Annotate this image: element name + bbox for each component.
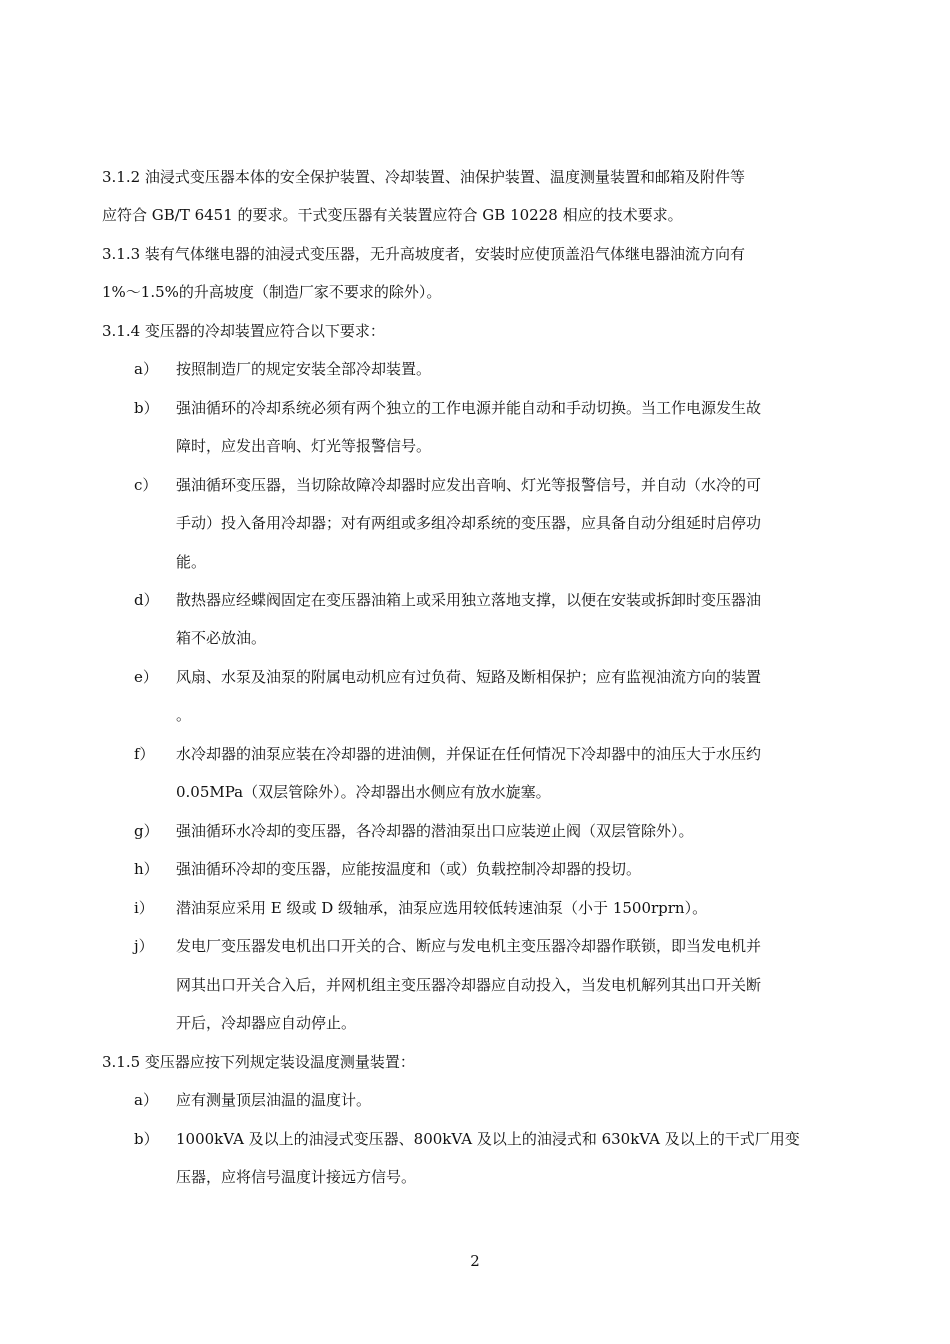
text-line: 按照制造厂的规定安装全部冷却装置。 [176,360,432,378]
text-line: 散热器应经蝶阀固定在变压器油箱上或采用独立落地支撑，以便在安装或拆卸时变压器油 [176,591,762,609]
list-marker: c） [134,476,158,494]
text-line: 强油循环冷却的变压器，应能按温度和（或）负载控制冷却器的投切。 [176,860,642,878]
text-line: 0.05MPa（双层管除外）。冷却器出水侧应有放水旋塞。 [176,783,551,801]
text-line: 3.1.2 油浸式变压器本体的安全保护装置、冷却装置、油保护装置、温度测量装置和邮箱及附件等 [102,168,745,186]
list-marker: h） [134,860,159,878]
text-line: 风扇、水泵及油泵的附属电动机应有过负荷、短路及断相保护；应有监视油流方向的装置 [176,668,762,686]
list-marker: i） [134,899,154,917]
text-line: 强油循环的冷却系统必须有两个独立的工作电源并能自动和手动切换。当工作电源发生故 [176,399,762,417]
list-marker: j） [134,937,154,955]
list-marker: f） [134,745,155,763]
text-line: 障时，应发出音响、灯光等报警信号。 [176,437,432,455]
text-line: 3.1.5 变压器应按下列规定装设温度测量装置： [102,1053,415,1071]
list-marker: d） [134,591,159,609]
text-line: 箱不必放油。 [176,629,267,647]
page-number: 2 [470,1252,480,1270]
list-marker: g） [134,822,159,840]
text-line: 网其出口开关合入后，并网机组主变压器冷却器应自动投入，当发电机解列其出口开关断 [176,976,762,994]
text-line: 应有测量顶层油温的温度计。 [176,1091,372,1109]
text-line: 3.1.3 装有气体继电器的油浸式变压器，无升高坡度者，安装时应使顶盖沿气体继电器油流方向有 [102,245,745,263]
text-line: 能。 [176,553,207,571]
list-marker: a） [134,360,158,378]
text-line: 手动）投入备用冷却器；对有两组或多组冷却系统的变压器，应具备自动分组延时启停功 [176,514,762,532]
text-line: 潜油泵应采用 E 级或 D 级轴承，油泵应选用较低转速油泵（小于 1500rprn）。 [176,899,708,917]
text-line: 1000kVA 及以上的油浸式变压器、800kVA 及以上的油浸式和 630kVA 及以上的干式厂用变 [176,1130,800,1148]
text-line: 。 [176,706,192,724]
list-marker: e） [134,668,158,686]
text-line: 压器，应将信号温度计接远方信号。 [176,1168,417,1186]
list-marker: b） [134,399,159,417]
text-line: 发电厂变压器发电机出口开关的合、断应与发电机主变压器冷却器作联锁，即当发电机并 [176,937,762,955]
text-line: 水冷却器的油泵应装在冷却器的进油侧，并保证在任何情况下冷却器中的油压大于水压约 [176,745,762,763]
list-marker: a） [134,1091,158,1109]
text-line: 3.1.4 变压器的冷却装置应符合以下要求： [102,322,385,340]
text-line: 应符合 GB/T 6451 的要求。干式变压器有关装置应符合 GB 10228 相应的技术要求。 [102,206,683,224]
text-line: 开后，冷却器应自动停止。 [176,1014,357,1032]
text-line: 1%～1.5%的升高坡度（制造厂家不要求的除外）。 [102,283,442,301]
list-marker: b） [134,1130,159,1148]
text-line: 强油循环变压器，当切除故障冷却器时应发出音响、灯光等报警信号，并自动（水冷的可 [176,476,762,494]
text-line: 强油循环水冷却的变压器，各冷却器的潜油泵出口应装逆止阀（双层管除外）。 [176,822,694,840]
